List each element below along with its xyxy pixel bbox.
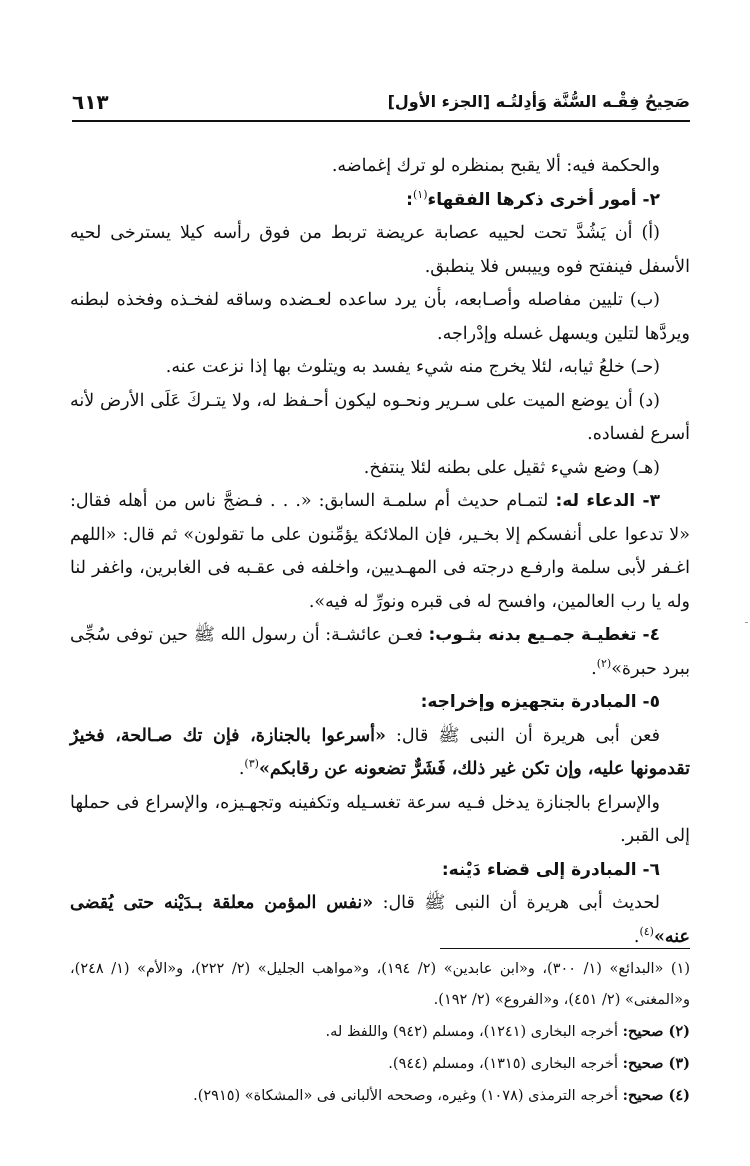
footnote-1: (١) «البدائع» (١/ ٣٠٠)، و«ابن عابدين» (٢/ ١٩٤)، و«مواهب الجليل» (٢/ ٢٢٢)، و«الأم» (١/ ٢٤٨)، و«المغنى» (٢/ ٤٥١)، و«الفروع» (٢/ ١٩٢). [70, 961, 691, 1008]
footnote-4 [70, 1080, 690, 1112]
section-3 [70, 485, 690, 619]
footnote-ref: (٢) [596, 656, 612, 670]
heading-label: ٣- الدعاء له: [555, 491, 660, 511]
footnotes [70, 940, 690, 1112]
heading-label: ٢- أمور أخرى ذكرها الفقهاء [427, 189, 660, 210]
footnote-text: أخرجه البخارى (١٣١٥)، ومسلم (٩٤٤). [388, 1056, 619, 1072]
section-text: فعـن عائشـة: أن رسول الله ﷺ حين توفى سُجِّى ببرد حبرة» [70, 625, 690, 679]
paragraph: والإسراع بالجنازة يدخل فـيه سرعة تغسـيله وتكفينه وتجهـيزه، والإسراع فى حملها إلى القبر. [70, 792, 690, 846]
section-4 [70, 619, 690, 686]
margin-mark [745, 622, 748, 623]
footnote-ref: (٣) [244, 757, 259, 771]
running-header [72, 90, 690, 122]
paragraph: (ب) تليين مفاصله وأصـابعه، بأن يرد ساعده لعـضده وساقه لفخـذه وفخذه لبطنه ويردَّها لتلين ويسهل غسله وإدْراجه. [70, 290, 690, 344]
book-title: صَحِيحُ فِقْـه السُّنَّة وَأدِلتُـه [الجزء الأول] [387, 92, 690, 111]
hadith-text: «أسرعوا بالجنازة، فإن تك صـالحة، فخيرٌ تقدمونها عليه، وإن تكن غير ذلك، فَشَرٌّ تضعونه عن رقابكم» [70, 725, 690, 779]
hadith-intro: فعن أبى هريرة أن النبى ﷺ قال: [396, 725, 660, 746]
paragraph: (أ) أن يَشُدَّ تحت لحييه عصابة عريضة تربط من فوق رأسه كيلا يسترخى لحيه الأسفل فينفتح فوه وييبس فلا ينطبق. [70, 223, 690, 277]
hadith-text: «نفس المؤمن معلقة بـدَيْنه حتى يُقضى عنه» [70, 893, 690, 947]
sentence-end: . [633, 926, 640, 947]
section-heading-6 [70, 854, 690, 888]
heading-label: ٦- المبادرة إلى قضاء دَيْنه: [441, 859, 660, 880]
heading-colon: : [406, 189, 413, 210]
section-text: لتمـام حديث أم سلمـة السابق: «. . . فـضجَّ ناس من أهله فقال: «لا تدعوا على أنفسكم إلا بخـير، فإن الملائكة يؤمِّنون على ما تقولون» ثم قال: «اللهم اغـفر لأبى سلمة وارفـع درجته فى المهـديين، واخلفه فى عقـبه فى الغابرين، واغفر لنا وله يا رب العالمين، وافسح له فى قبره ونورِّ له فيه». [70, 491, 690, 612]
main-text [70, 150, 690, 954]
grade-label: (٣) صحيح: [622, 1055, 690, 1072]
grade-label: (٤) صحيح: [622, 1087, 690, 1104]
footnote-2 [70, 1016, 690, 1048]
footnote-3 [70, 1048, 690, 1080]
footnote-text: أخرجه الترمذى (١٠٧٨) وغيره، وصححه الألبانى فى «المشكاة» (٢٩١٥). [193, 1088, 619, 1104]
paragraph: (حـ) خلعُ ثيابه، لئلا يخرج منه شيء يفسد به ويتلوث بها إذا نزعت عنه. [165, 357, 660, 377]
heading-label: ٥- المبادرة بتجهيزه وإخراجه: [420, 692, 660, 712]
paragraph [70, 720, 690, 787]
grade-label: (٢) صحيح: [622, 1023, 690, 1040]
heading-label: ٤- تغطيـة جمـيع بدنه بثـوب: [428, 625, 660, 645]
footnote-ref: (١) [412, 187, 428, 201]
sentence-end: . [238, 759, 245, 779]
paragraph: (هـ) وضع شيء ثقيل على بطنه لئلا ينتفخ. [363, 457, 660, 478]
footnote-text: أخرجه البخارى (١٢٤١)، ومسلم (٩٤٢) واللفظ له. [325, 1024, 619, 1040]
page-number: ٦١٣ [72, 90, 109, 114]
sentence-end: . [591, 658, 597, 679]
paragraph: (د) أن يوضع الميت على سـرير ونحـوه ليكون أحـفظ له، ولا يتـركَ عَلَى الأرض لأنه أسرع لفساده. [70, 390, 690, 444]
section-heading-2 [70, 184, 690, 218]
footnote-ref: (٤) [639, 924, 654, 938]
hadith-intro: لحديث أبى هريرة أن النبى ﷺ قال: [382, 893, 660, 913]
paragraph: والحكمة فيه: ألا يقبح بمنظره لو ترك إغماضه. [331, 156, 660, 176]
section-heading-5 [70, 686, 690, 720]
